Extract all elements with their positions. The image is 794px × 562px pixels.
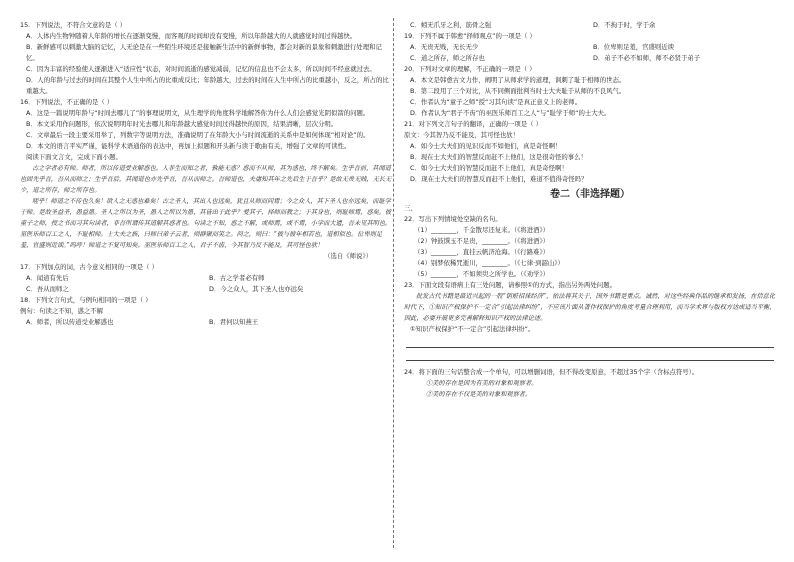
- q17-option-a: A．闻道有先后: [26, 274, 69, 282]
- q18-option-c: C．蚓无爪牙之利，筋骨之强: [410, 21, 492, 29]
- question-22: [404, 214, 776, 280]
- q22-item-5: （5）________，不如须臾之所学也。（《劝学》）: [414, 270, 550, 278]
- q17-option-b: B．古之学者必有师: [209, 274, 265, 282]
- q24-item-1: ①美的存在是因为有美的对象和观察者。: [426, 380, 538, 387]
- q22-item-4: （4）别梦依稀咒逝川，________。（《七律·到韶山》）: [414, 259, 564, 267]
- q16-option-d: D．本文的语言平实严谨，能科学术语通俗的表达中，再加上拟题和开头新与读于歌曲有关，增强了文章的可读性。: [26, 142, 351, 150]
- q19-option-b: B．位卑则足羞，官盛则近谀: [593, 43, 675, 51]
- question-15: [20, 20, 392, 97]
- question-24: [404, 367, 776, 400]
- answer-line-1[interactable]: [406, 337, 774, 348]
- q17-option-d: D．今之众人，其下圣人也亦远矣: [209, 285, 304, 293]
- q17-option-c: C．吾从而师之: [26, 285, 69, 293]
- q23-sample-answer: ①知识产权保护“不一定合”引起法律纠纷“。: [410, 325, 535, 333]
- q18-options-cd: [404, 20, 776, 31]
- q16-option-b: B．本文采用作问题形，依次说明明年时光去哪儿和年龄越大感觉时间过得越快的原因，结果清晰，层次分明。: [26, 120, 338, 128]
- q20-option-c: C．作者认为“童子之师”授“习其句读”是真正意义上的老师。: [410, 98, 582, 106]
- column-divider: [393, 18, 394, 548]
- right-column: [404, 20, 776, 400]
- question-21: [404, 119, 776, 185]
- section-title-volume-2: 卷二（非选择题）: [550, 189, 630, 200]
- question-23: [404, 280, 776, 361]
- q18-option-a: A．师者，所以传道受业解惑也: [26, 318, 114, 326]
- q17-stem: 17．下列加点的词，古今意义相同的一项是（ ）: [20, 263, 158, 271]
- q23-passage: 批发古代书籍是最近兴起的一股“销赃招徕经济”，依法将其关于，国外书籍是重点。诚然，对这些经典作品的继承和发扬，在信息化时代下，①知识产权保护不一定合“引起法律纠纷”，不应该片面从著作权保护的角度考量合理利用，而当学术界与版权方达成适当平衡，因此，必要开展更多完善解释知识产权的法律论述。: [404, 293, 776, 322]
- q15-option-c: C．因为丰富的经验使人逐渐进入“适应性”状态，对时间流逝的感觉减弱，记忆的信息也不会太多，所以时间不经意就过去。: [26, 65, 376, 73]
- q20-option-b: B．第二段用了三个对比，从不同侧面批判当时士大夫耻于从师的不良风气。: [410, 87, 626, 95]
- question-18: [20, 295, 392, 328]
- passage-paragraph-2: 嗟乎！师道之不传也久矣！欲人之无惑也难矣！古之圣人，其出人也远矣，犹且从师而问焉；今之众人，其下圣人也亦远矣，而耻学于师。是故圣益圣，愚益愚。圣人之所以为圣，愚人之所以为愚，其皆出于此乎？爱其子，择师而教之；于其身也，则耻师焉，惑矣。彼童子之师，授之书而习其句读者，非吾所谓传其道解其惑者也。句读之不知，惑之不解，或师焉，或不焉，小学而大遗，吾未见其明也。巫医乐师百工之人，不耻相师。士大夫之族，曰师曰弟子云者，则群聚而笑之。问之，则曰：“彼与彼年相若也，道相似也。位卑则足羞，官盛则近谀。”呜呼！师道之不复可知矣。巫医乐师百工之人，君子不齿，今其智乃反不能及，其可怪也欤！: [20, 198, 392, 249]
- q18-option-d: D．不拘于时，学于余: [593, 21, 656, 29]
- q19-option-d: D．弟子不必不如师，师不必贤于弟子: [593, 54, 701, 62]
- q18-example: 例句：句读之不知，惑之不解: [20, 307, 104, 315]
- q20-option-d: D．作者认为“君子不齿”的巫医乐师百工之人“与”耻学于师“的士大夫。: [410, 109, 611, 117]
- q21-option-c: C．如今士大夫们的智慧反而赶不上他们，真是奇怪啊！: [410, 164, 568, 172]
- q22-item-1: （1）________，千金散尽还复来。（《将进酒》）: [414, 226, 550, 234]
- q22-item-2: （2）钟鼓馔玉不足贵，________。（《将进酒》）: [414, 237, 550, 245]
- question-20: [404, 64, 776, 119]
- question-16: [20, 97, 392, 152]
- q22-stem: 22．写出下列情境处空缺的名句。: [404, 215, 502, 223]
- q15-option-a: A．人体内生物钟随着人年龄的增长在逐渐变慢，而客观的时间却没有变慢，所以年龄越大的人就感觉时间过得越快。: [26, 32, 357, 40]
- q22-item-3: （3）________，直挂云帆济沧海。（《行路难》）: [414, 248, 550, 256]
- q21-original: 原文：今其智乃反不能及，其可怪也欤！: [404, 131, 520, 139]
- q24-item-2: ②美的存在不仅是美的对象和观察者。: [426, 391, 532, 398]
- q20-option-a: A．本文是韩愈古文力作，阐明了从师求学的道理，讽刺了耻于相师的世态。: [410, 76, 626, 84]
- passage-paragraph-1: 古之学者必有师。师者，所以传道受业解惑也。人非生而知之者，孰能无惑？惑而不从师，其为惑也，终不解矣。生乎吾前，其闻道也固先乎吾，吾从而师之；生乎吾后，其闻道也亦先乎吾，吾从而师之。吾师道也，夫庸知其年之先后生于吾乎？是故无贵无贱，无长无少，道之所存，师之所存也。: [20, 165, 392, 194]
- q15-option-b: B．新鲜感可以刺激大脑的记忆，人无论是在一些陌生环境还是接触新生活中的新鲜事物，都会对新的景象和刺激进行处理和记忆。: [26, 43, 382, 62]
- answer-line-2[interactable]: [406, 350, 774, 361]
- section-three-label: 三、: [404, 204, 417, 212]
- reading-intro: 阅读下面文言文，完成下面小题。: [26, 153, 122, 161]
- q20-stem: 20．下列对文章的理解，不正确的一项是（ ）: [404, 65, 536, 73]
- q15-stem: 15．下列说法，不符合文意的是（ ）: [20, 21, 127, 29]
- q24-stem: 24．将下面的三句话整合成一个单句，可以增删词语，但不得改变原意，不超过35个字（含标点符号）。: [404, 368, 699, 376]
- q19-option-c: C．道之所存，师之所存也: [410, 54, 485, 62]
- question-17: [20, 262, 392, 295]
- q16-stem: 16．下列说法，不正确的是（ ）: [20, 98, 114, 106]
- left-column: [20, 20, 392, 328]
- question-19: [404, 31, 776, 64]
- q21-option-b: B．现在士大夫们的智慧反而赶不上他们，这是很奇怪的事么！: [410, 153, 587, 161]
- q23-stem: 23．下面文段有语病上有三处问题，请参照①的方式，指出另外两处问题。: [404, 281, 616, 289]
- q16-option-c: C．文章最后一段主要采用举了，列数字等说明方法，准确说明了在年龄大小与时间流逝的关系中是如何体现“相对论”的。: [26, 131, 370, 139]
- q18-option-b: B．君何以知燕王: [209, 318, 259, 326]
- passage-source: （选自《师说》）: [324, 252, 372, 260]
- q19-option-a: A．无贵无贱，无长无少: [410, 43, 479, 51]
- q21-option-a: A．如今士大夫们的见识反而不如他们，真是奇怪啊！: [410, 142, 562, 150]
- q21-option-d: D．现在士大夫们的智慧反而赶不上他们，难道不值得奇怪吗？: [410, 175, 588, 183]
- q19-stem: 19．下列不属于韩愈“择师观点”的一项是（ ）: [404, 32, 536, 40]
- q15-option-d: D．人的年龄与过去的时间在其整个人生中所占的比重成反比；年龄越大，过去的时间在人生中所占的比重越小，反之，所占的比重越大。: [26, 76, 389, 95]
- q21-stem: 21．对下列文言句子的翻译，正确的一项是（ ）: [404, 120, 542, 128]
- q16-option-a: A．这是一篇说明年龄与“时间去哪儿了”的事理说明文，从生理学的角度科学地解答你为什么人们会感觉光阴似箭的问题。: [26, 109, 370, 117]
- q18-stem: 18．下列文言句式，与例句相同的一项是（ ）: [20, 296, 152, 304]
